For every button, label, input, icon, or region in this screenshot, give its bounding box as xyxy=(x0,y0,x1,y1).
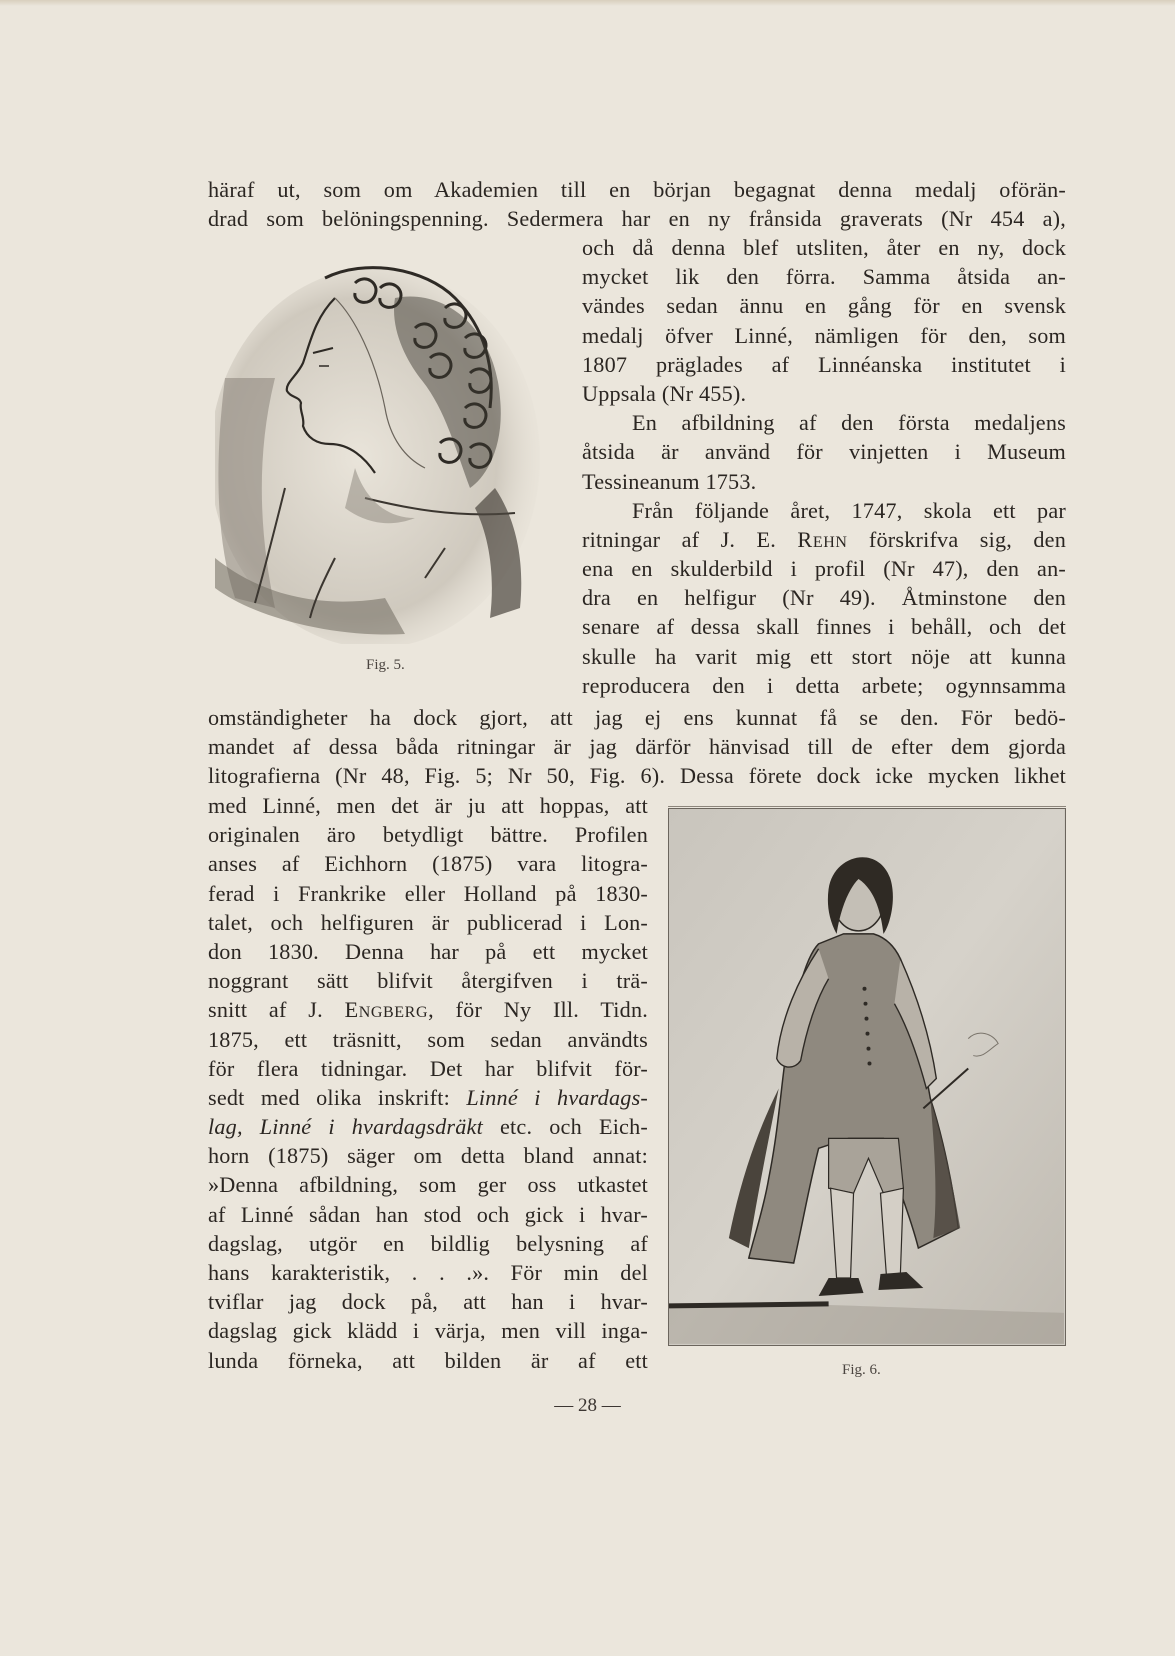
text-run: ritningar af J. E. xyxy=(582,526,798,552)
text-run: etc. och Eich- xyxy=(482,1114,648,1140)
text-line: Från följande året, 1747, skola ett par xyxy=(632,497,1066,523)
text-line: och då denna blef utsliten, åter en ny, dock xyxy=(582,235,1066,260)
text-line: ena en skulderbild i profil (Nr 47), den an- xyxy=(582,556,1066,582)
figure-5-profile-portrait xyxy=(215,258,557,644)
text-line: dagslag, utgör en bildlig belysning af xyxy=(208,1230,648,1256)
text-run: sedt med olika inskrift: xyxy=(208,1084,467,1110)
name-rehn: Rehn xyxy=(797,526,848,552)
text-line: skulle ha varit mig ett stort nöje att kunna xyxy=(582,643,1066,669)
inscription-italic: Linné i hvardags- xyxy=(466,1084,648,1110)
text-block-top xyxy=(208,175,1066,233)
text-line: dagslag gick klädd i värja, men vill inga- xyxy=(208,1318,648,1344)
text-line: medalj öfver Linné, nämligen för den, som xyxy=(582,322,1066,348)
text-line: lunda förneka, att bilden är af ett xyxy=(208,1347,648,1373)
text-block-right xyxy=(582,233,1066,700)
text-line-engberg xyxy=(208,995,648,1024)
figure-5-caption: Fig. 5. xyxy=(366,657,405,673)
text-line: noggrant sätt blifvit återgifven i trä- xyxy=(208,968,648,994)
text-run: , för Ny Ill. Tidn. xyxy=(428,997,648,1023)
text-line: anses af Eichhorn (1875) vara litogra- xyxy=(208,851,648,877)
text-line-inscription-2 xyxy=(208,1112,648,1141)
text-line: vändes sedan ännu en gång för en svensk xyxy=(582,293,1066,319)
text-line: horn (1875) säger om detta bland annat: xyxy=(208,1143,648,1169)
text-line: ferad i Frankrike eller Holland på 1830- xyxy=(208,880,648,906)
text-run: förskrifva sig, den xyxy=(847,526,1066,552)
text-line: reproducera den i detta arbete; ogynnsamma xyxy=(582,672,1066,698)
text-block-left xyxy=(208,791,648,1375)
text-line: »Denna afbildning, som ger oss utkastet xyxy=(208,1172,648,1198)
text-line: En afbildning af den första medaljens xyxy=(632,410,1066,436)
text-line: talet, och helfiguren är publicerad i Lon- xyxy=(208,909,648,935)
figure-6-caption: Fig. 6. xyxy=(842,1362,881,1378)
text-line: mycket lik den förra. Samma åtsida an- xyxy=(582,264,1066,290)
text-line-rehn xyxy=(582,525,1066,554)
text-line: omständigheter ha dock gjort, att jag ej ens kunnat få se den. För bedö- xyxy=(208,705,1066,730)
text-line: Tessineanum 1753. xyxy=(582,468,757,494)
figure-6-top-rule xyxy=(668,806,1066,807)
text-line: senare af dessa skall finnes i behåll, och det xyxy=(582,614,1066,640)
text-block-middle xyxy=(208,703,1066,791)
text-line: Uppsala (Nr 455). xyxy=(582,380,747,406)
text-line: åtsida är använd för vinjetten i Museum xyxy=(582,439,1066,465)
text-line: drad som belöningspenning. Sedermera har en ny frånsida graverats (Nr 454 a), xyxy=(208,206,1066,232)
text-line: 1807 präglades af Linnéanska institutet i xyxy=(582,351,1066,377)
text-line: af Linné sådan han stod och gick i hvar- xyxy=(208,1201,648,1227)
text-run: snitt af J. xyxy=(208,997,345,1023)
text-line: tviflar jag dock på, att han i hvar- xyxy=(208,1289,648,1315)
text-line: med Linné, men det är ju att hoppas, att xyxy=(208,793,648,818)
text-line: litografierna (Nr 48, Fig. 5; Nr 50, Fig. 6). Dessa förete dock icke mycken likhet xyxy=(208,763,1066,789)
text-line: don 1830. Denna har på ett mycket xyxy=(208,938,648,964)
text-line: 1875, ett träsnitt, som sedan användts xyxy=(208,1026,648,1052)
page-number: — 28 — xyxy=(554,1395,621,1416)
text-line: häraf ut, som om Akademien till en början begagnat denna medalj oförän- xyxy=(208,177,1066,202)
text-line: för flera tidningar. Det har blifvit för- xyxy=(208,1055,648,1081)
page-edge-shade xyxy=(0,0,1175,6)
figure-6-frame xyxy=(668,808,1066,1346)
text-line: dra en helfigur (Nr 49). Åtminstone den xyxy=(582,585,1066,611)
inscription-italic: lag, Linné i hvardagsdräkt xyxy=(208,1114,483,1140)
text-line-inscription xyxy=(208,1083,648,1112)
figure-6-full-figure-portrait xyxy=(669,809,1064,1344)
text-line: originalen äro betydligt bättre. Profilen xyxy=(208,822,648,848)
text-line: hans karakteristik, . . .». För min del xyxy=(208,1260,648,1285)
name-engberg: Engberg xyxy=(344,997,429,1023)
text-line: mandet af dessa båda ritningar är jag därför hänvisad till de efter dem gjorda xyxy=(208,734,1066,760)
